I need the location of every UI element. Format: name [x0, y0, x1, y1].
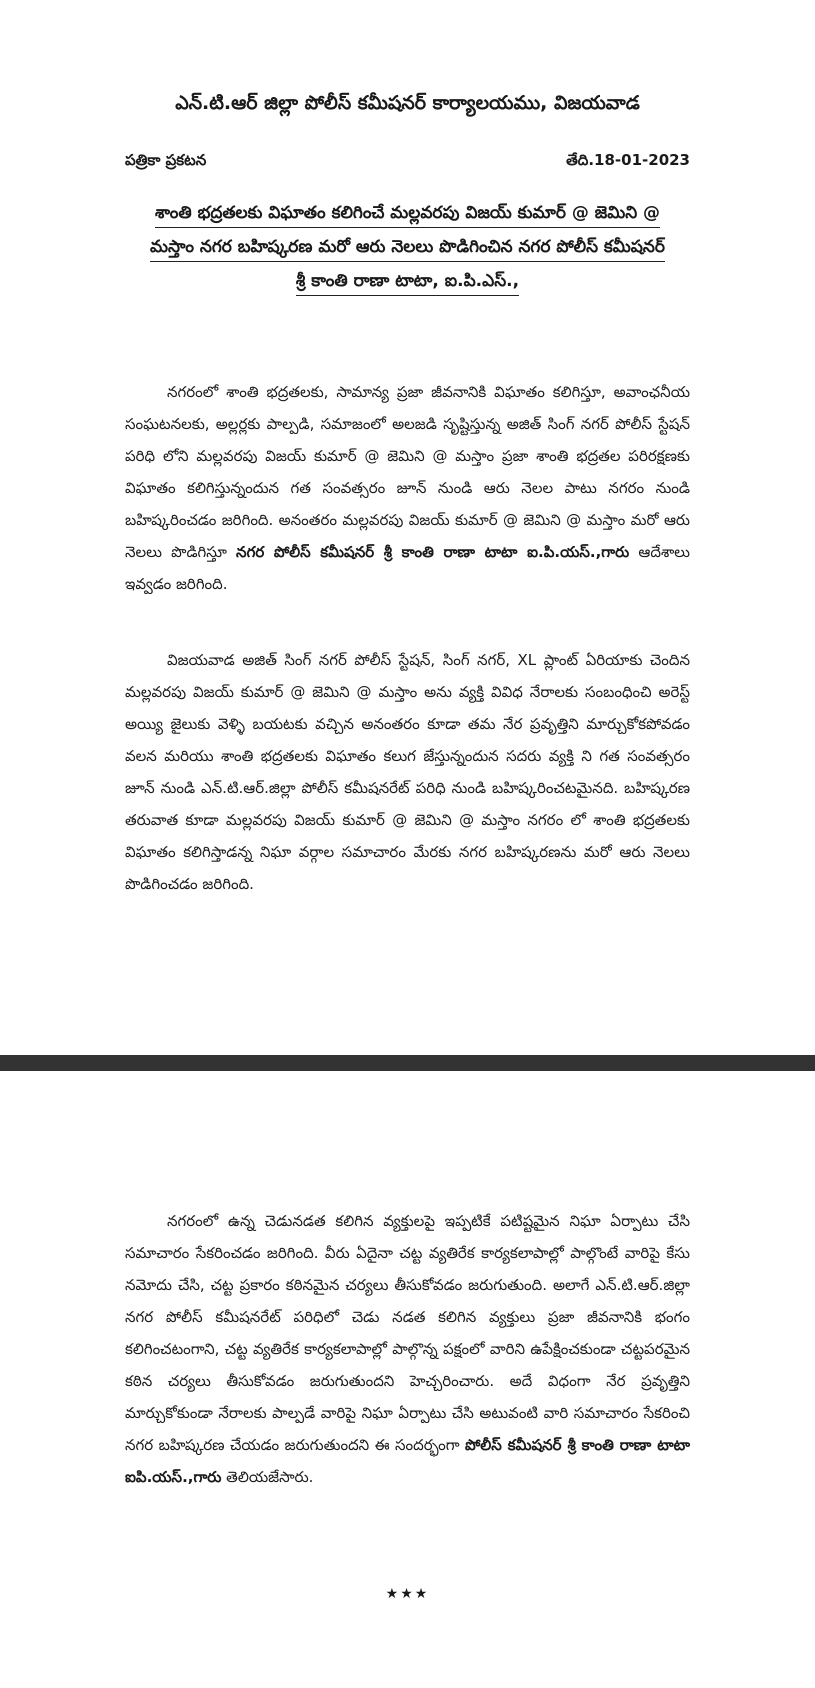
paragraph-3-text: నగరంలో ఉన్న చెడునడత కలిగిన వ్యక్తులపై ఇప్పటికే పటిష్టమైన నిఘా ఏర్పాటు చేసి సమాచారం సేకరించడం జరిగింది. వీరు ఏదైనా చట్ట వ్యతిరేక కార్యకలాపాల్లో పాల్గొంటే వారిపై కేసు నమోదు చేసి, చట్ట ప్రకారం కఠినమైన చర్యలు తీసుకోవడం జరుగుతుంది. అలాగే ఎన్.టి.ఆర్.జిల్లా నగర పోలీస్ కమీషనరేట్ పరిధిలో చెడు నడత కలిగిన వ్యక్తులు ప్రజా జీవనానికి భంగం కలిగించటంగాని, చట్ట వ్యతిరేక కార్యకలాపాల్లో పాల్గొన్న పక్షంలో వారిని ఉపేక్షించకుండా చట్టపరమైన కఠిన చర్యలు తీసుకోవడం జరుగుతుందని హెచ్చరించారు. అదే విధంగా నేర ప్రవృత్తిని మార్చుకోకుండా నేరాలకు పాల్పడే వారిపై నిఘా ఏర్పాటు చేసి అటువంటి వారి సమాచారం సేకరించి నగర బహిష్కరణ చేయడం జరుగుతుందని ఈ సందర్భంగా [125, 1212, 690, 1454]
paragraph-3-end: తెలియజేసారు. [221, 1468, 314, 1486]
headline-line-3: శ్రీ కాంతి రాణా టాటా, ఐ.పి.ఎస్., [296, 267, 519, 296]
headline-line-1: శాంతి భద్రతలకు విఘాతం కలిగించే మల్లవరపు విజయ్ కుమార్ @ జెమిని @ [155, 199, 660, 228]
press-meta [125, 151, 690, 173]
paragraph-2-text: విజయవాడ అజిత్ సింగ్ నగర్ పోలీస్ స్టేషన్, సింగ్ నగర్, XL ప్లాంట్ ఏరియాకు చెందిన మల్లవరపు విజయ్ కుమార్ @ జెమిని @ మస్తాం అను వ్యక్తి వివిధ నేరాలకు సంబంధించి అరెస్ట్ అయ్యి జైలుకు వెళ్ళి బయటకు వచ్చిన అనంతరం కూడా తమ నేర ప్రవృత్తిని మార్చుకోకపోవడం వలన మరియు శాంతి భద్రతలకు విఘాతం కలుగ జేస్తున్నందున సదరు వ్యక్తి ని గత సంవత్సరం జూన్ నుండి ఎన్.టి.ఆర్.జిల్లా పోలీస్ కమీషనరేట్ పరిధి నుండి బహిష్కరించటమైనది. బహిష్కరణ తరువాత కూడా మల్లవరపు విజయ్ కుమార్ @ జెమిని @ మస్తాం నగరం లో శాంతి భద్రతలకు విఘాతం కలిగిస్తాడన్న నిఘా వర్గాల సమాచారం మేరకు నగర బహిష్కరణను మరో ఆరు నెలలు పొడిగించడం జరిగింది. [125, 651, 690, 893]
release-date: తేది.18-01-2023 [566, 151, 690, 169]
press-release-label: పత్రికా ప్రకటన [125, 151, 207, 169]
page-divider [0, 1055, 815, 1071]
paragraph-1 [125, 376, 690, 600]
headline [140, 196, 675, 298]
paragraph-3 [125, 1205, 690, 1493]
paragraph-1-text: నగరంలో శాంతి భద్రతలకు, సామాన్య ప్రజా జీవనానికి విఘాతం కలిగిస్తూ, అవాంఛనీయ సంఘటనలకు, అల్లర్లకు పాల్పడి, సమాజంలో అలజడి సృష్టిస్తున్న అజిత్ సింగ్ నగర్ పోలీస్ స్టేషన్ పరిధి లోని మల్లవరపు విజయ్ కుమార్ @ జెమిని @ మస్తాం ప్రజా శాంతి భద్రతల పరిరక్షణకు విఘాతం కలిగిస్తున్నందున గత సంవత్సరం జూన్ నుండి ఆరు నెలల పాటు నగరం నుండి బహిష్కరించడం జరిగింది. అనంతరం మల్లవరపు విజయ్ కుమార్ @ జెమిని @ మస్తాం మరో ఆరు నెలలు పొడిగిస్తూ [125, 383, 690, 561]
paragraph-1-end: ఆదేశాలు ఇవ్వడం జరిగింది. [125, 543, 690, 593]
paragraph-2 [125, 644, 690, 900]
end-stars: ★★★ [385, 1586, 430, 1602]
paragraph-1-bold: నగర పోలీస్ కమీషనర్ శ్రీ కాంతి రాణా టాటా ఐ.పి.యస్.,గారు [236, 543, 630, 561]
headline-line-2: మస్తాం నగర బహిష్కరణ మరో ఆరు నెలలు పొడిగించిన నగర పోలీస్ కమీషనర్ [150, 233, 665, 262]
office-title: ఎన్.టి.ఆర్ జిల్లా పోలీస్ కమీషనర్ కార్యాలయము, విజయవాడ [175, 92, 640, 114]
paragraph-3-bold: పోలీస్ కమీషనర్ శ్రీ కాంతి రాణా టాటా ఐపి.యస్.,గారు [125, 1436, 690, 1486]
